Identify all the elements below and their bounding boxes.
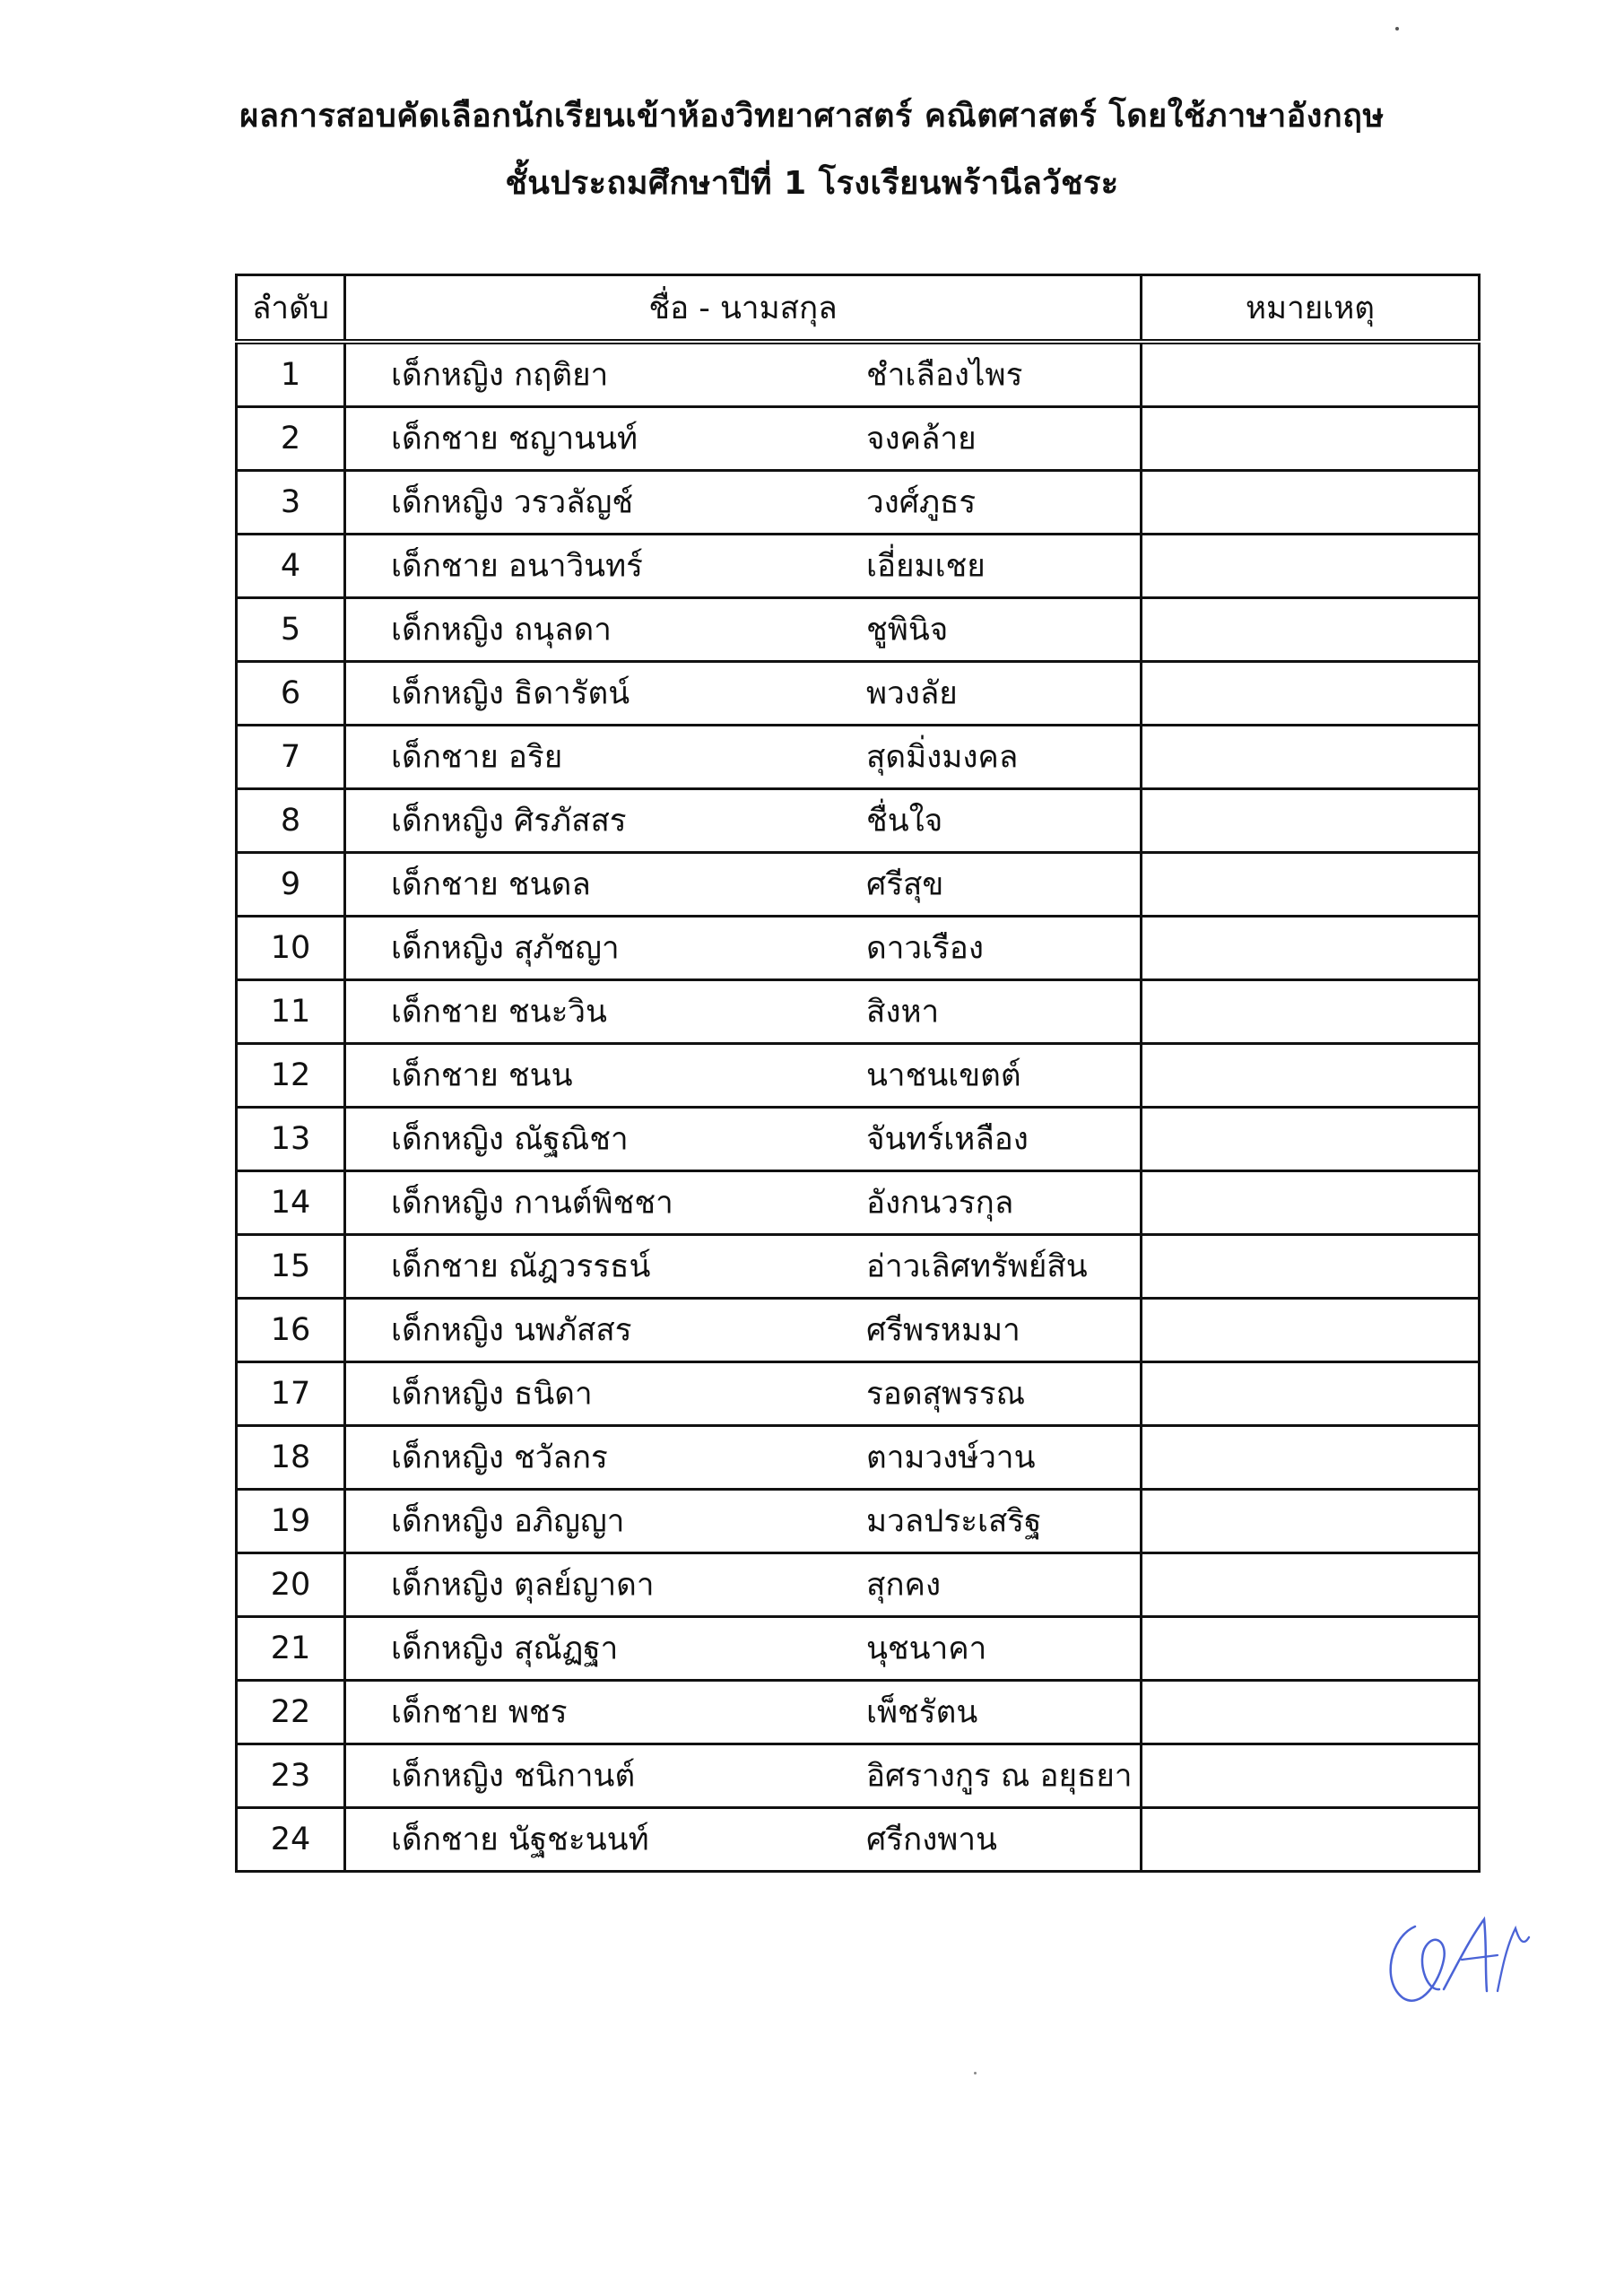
student-first-name: เด็กชาย ชนน xyxy=(391,1057,573,1094)
student-name-cell xyxy=(345,662,1142,726)
scan-speck xyxy=(1395,27,1399,30)
row-number: 3 xyxy=(237,471,345,535)
student-first-name: เด็กหญิง ศิรภัสสร xyxy=(391,803,627,839)
student-surname: รอดสุพรรณ xyxy=(866,1376,1026,1413)
row-number: 8 xyxy=(237,789,345,853)
student-first-name: เด็กหญิง สุภัชญา xyxy=(391,930,620,967)
student-first-name: เด็กชาย ชญานนท์ xyxy=(391,421,638,457)
row-number: 22 xyxy=(237,1681,345,1744)
student-surname: สิงหา xyxy=(866,994,940,1031)
student-name-cell xyxy=(345,1426,1142,1490)
note-cell xyxy=(1142,1426,1480,1490)
table-row xyxy=(237,1681,1480,1744)
student-first-name: เด็กหญิง สุณัฏฐา xyxy=(391,1631,619,1667)
column-header-number: ลำดับ xyxy=(237,275,345,343)
table-row xyxy=(237,662,1480,726)
student-first-name: เด็กชาย อนาวินทร์ xyxy=(391,548,643,585)
row-number: 16 xyxy=(237,1299,345,1362)
note-cell xyxy=(1142,1171,1480,1235)
table-row xyxy=(237,1108,1480,1171)
student-first-name: เด็กชาย นัฐชะนนท์ xyxy=(391,1822,649,1858)
row-number: 6 xyxy=(237,662,345,726)
table-row xyxy=(237,726,1480,789)
student-first-name: เด็กหญิง กฤติยา xyxy=(391,357,609,394)
student-name-cell xyxy=(345,1299,1142,1362)
row-number: 4 xyxy=(237,535,345,598)
row-number: 11 xyxy=(237,980,345,1044)
student-first-name: เด็กหญิง ธนิดา xyxy=(391,1376,593,1413)
note-cell xyxy=(1142,598,1480,662)
table-row xyxy=(237,407,1480,471)
student-name-cell xyxy=(345,1808,1142,1872)
student-name-cell xyxy=(345,1490,1142,1553)
student-name-cell xyxy=(345,1617,1142,1681)
student-surname: ศรีสุข xyxy=(866,866,944,903)
student-surname: ตามวงษ์วาน xyxy=(866,1439,1036,1476)
student-name-cell xyxy=(345,726,1142,789)
student-name-cell xyxy=(345,535,1142,598)
row-number: 19 xyxy=(237,1490,345,1553)
student-first-name: เด็กหญิง ชนิกานต์ xyxy=(391,1758,636,1795)
student-surname: สุกคง xyxy=(866,1567,942,1604)
note-cell xyxy=(1142,1744,1480,1808)
student-first-name: เด็กชาย ชนดล xyxy=(391,866,591,903)
student-first-name: เด็กหญิง วรวลัญช์ xyxy=(391,484,634,521)
student-name-cell xyxy=(345,853,1142,917)
table-row xyxy=(237,917,1480,980)
student-name-cell xyxy=(345,1235,1142,1299)
table-row xyxy=(237,1553,1480,1617)
row-number: 9 xyxy=(237,853,345,917)
student-surname: วงศ์ภูธร xyxy=(866,484,977,521)
student-name-cell xyxy=(345,980,1142,1044)
student-first-name: เด็กชาย ชนะวิน xyxy=(391,994,607,1031)
student-name-cell xyxy=(345,1681,1142,1744)
student-first-name: เด็กหญิง อภิญญา xyxy=(391,1503,625,1540)
row-number: 10 xyxy=(237,917,345,980)
student-name-cell xyxy=(345,1553,1142,1617)
student-results-table xyxy=(235,274,1481,1873)
note-cell xyxy=(1142,1108,1480,1171)
note-cell xyxy=(1142,1362,1480,1426)
table-row xyxy=(237,1808,1480,1872)
student-first-name: เด็กหญิง กานต์พิชชา xyxy=(391,1185,673,1222)
student-surname: ดาวเรือง xyxy=(866,930,984,967)
table-row xyxy=(237,1617,1480,1681)
note-cell xyxy=(1142,917,1480,980)
row-number: 12 xyxy=(237,1044,345,1108)
student-first-name: เด็กหญิง ณัฐณิชา xyxy=(391,1121,629,1158)
student-surname: ชำเลืองไพร xyxy=(866,357,1023,394)
note-cell xyxy=(1142,1299,1480,1362)
student-first-name: เด็กหญิง นพภัสสร xyxy=(391,1312,632,1349)
table-header-row xyxy=(237,275,1480,343)
row-number: 1 xyxy=(237,342,345,407)
row-number: 20 xyxy=(237,1553,345,1617)
scan-speck xyxy=(974,2072,977,2074)
note-cell xyxy=(1142,980,1480,1044)
row-number: 7 xyxy=(237,726,345,789)
student-surname: อ่าวเลิศทรัพย์สิน xyxy=(866,1248,1088,1285)
student-surname: สุดมิ่งมงคล xyxy=(866,739,1019,776)
student-surname: พวงลัย xyxy=(866,675,958,712)
note-cell xyxy=(1142,471,1480,535)
column-header-note: หมายเหตุ xyxy=(1142,275,1480,343)
table-row xyxy=(237,471,1480,535)
table-body xyxy=(237,342,1480,1872)
note-cell xyxy=(1142,1553,1480,1617)
student-name-cell xyxy=(345,407,1142,471)
table-row xyxy=(237,1490,1480,1553)
student-surname: ชื่นใจ xyxy=(866,803,943,839)
table-row xyxy=(237,789,1480,853)
student-surname: นุชนาคา xyxy=(866,1631,987,1667)
student-name-cell xyxy=(345,1108,1142,1171)
table-row xyxy=(237,853,1480,917)
note-cell xyxy=(1142,1235,1480,1299)
row-number: 2 xyxy=(237,407,345,471)
student-name-cell xyxy=(345,1044,1142,1108)
table-row xyxy=(237,535,1480,598)
row-number: 23 xyxy=(237,1744,345,1808)
table-row xyxy=(237,1044,1480,1108)
document-title: ผลการสอบคัดเลือกนักเรียนเข้าห้องวิทยาศาสตร์ คณิตศาสตร์ โดยใช้ภาษาอังกฤษ xyxy=(239,98,1385,135)
note-cell xyxy=(1142,1617,1480,1681)
student-name-cell xyxy=(345,1362,1142,1426)
student-surname: อังกนวรกุล xyxy=(866,1185,1014,1222)
student-name-cell xyxy=(345,598,1142,662)
note-cell xyxy=(1142,662,1480,726)
table-row xyxy=(237,1362,1480,1426)
student-first-name: เด็กหญิง ชวัลกร xyxy=(391,1439,608,1476)
student-surname: เพ็ชรัตน xyxy=(866,1694,978,1731)
note-cell xyxy=(1142,1044,1480,1108)
note-cell xyxy=(1142,726,1480,789)
table-row xyxy=(237,980,1480,1044)
table-row xyxy=(237,1171,1480,1235)
student-name-cell xyxy=(345,1744,1142,1808)
table-row xyxy=(237,1235,1480,1299)
note-cell xyxy=(1142,853,1480,917)
student-first-name: เด็กหญิง ถนุลดา xyxy=(391,612,612,648)
note-cell xyxy=(1142,535,1480,598)
student-surname: จันทร์เหลือง xyxy=(866,1121,1029,1158)
table-row xyxy=(237,342,1480,407)
document-subtitle: ชั้นประถมศึกษาปีที่ 1 โรงเรียนพร้านีลวัชระ xyxy=(505,165,1119,202)
student-first-name: เด็กหญิง ธิดารัตน์ xyxy=(391,675,630,712)
table-row xyxy=(237,1299,1480,1362)
table-row xyxy=(237,1426,1480,1490)
row-number: 24 xyxy=(237,1808,345,1872)
note-cell xyxy=(1142,1681,1480,1744)
row-number: 18 xyxy=(237,1426,345,1490)
column-header-name: ชื่อ - นามสกุล xyxy=(345,275,1142,343)
student-surname: มวลประเสริฐ xyxy=(866,1503,1042,1540)
student-name-cell xyxy=(345,789,1142,853)
student-name-cell xyxy=(345,917,1142,980)
student-surname: จงคล้าย xyxy=(866,421,977,457)
student-first-name: เด็กชาย พชร xyxy=(391,1694,568,1731)
student-surname: ชูพินิจ xyxy=(866,612,949,648)
student-first-name: เด็กชาย ณัฎวรรธน์ xyxy=(391,1248,651,1285)
table-row xyxy=(237,1744,1480,1808)
note-cell xyxy=(1142,342,1480,407)
row-number: 14 xyxy=(237,1171,345,1235)
note-cell xyxy=(1142,789,1480,853)
student-name-cell xyxy=(345,1171,1142,1235)
student-surname: อิศรางกูร ณ อยุธยา xyxy=(866,1758,1133,1795)
row-number: 5 xyxy=(237,598,345,662)
student-surname: ศรีกงพาน xyxy=(866,1822,997,1858)
student-surname: ศรีพรหมมา xyxy=(866,1312,1020,1349)
row-number: 15 xyxy=(237,1235,345,1299)
student-first-name: เด็กหญิง ตุลย์ญาดา xyxy=(391,1567,655,1604)
row-number: 13 xyxy=(237,1108,345,1171)
student-surname: เอี่ยมเชย xyxy=(866,548,986,585)
student-surname: นาชนเขตต์ xyxy=(866,1057,1021,1094)
handwritten-signature xyxy=(1372,1883,1533,2018)
note-cell xyxy=(1142,1808,1480,1872)
table-row xyxy=(237,598,1480,662)
student-name-cell xyxy=(345,342,1142,407)
note-cell xyxy=(1142,1490,1480,1553)
note-cell xyxy=(1142,407,1480,471)
row-number: 17 xyxy=(237,1362,345,1426)
student-name-cell xyxy=(345,471,1142,535)
row-number: 21 xyxy=(237,1617,345,1681)
student-first-name: เด็กชาย อริย xyxy=(391,739,563,776)
